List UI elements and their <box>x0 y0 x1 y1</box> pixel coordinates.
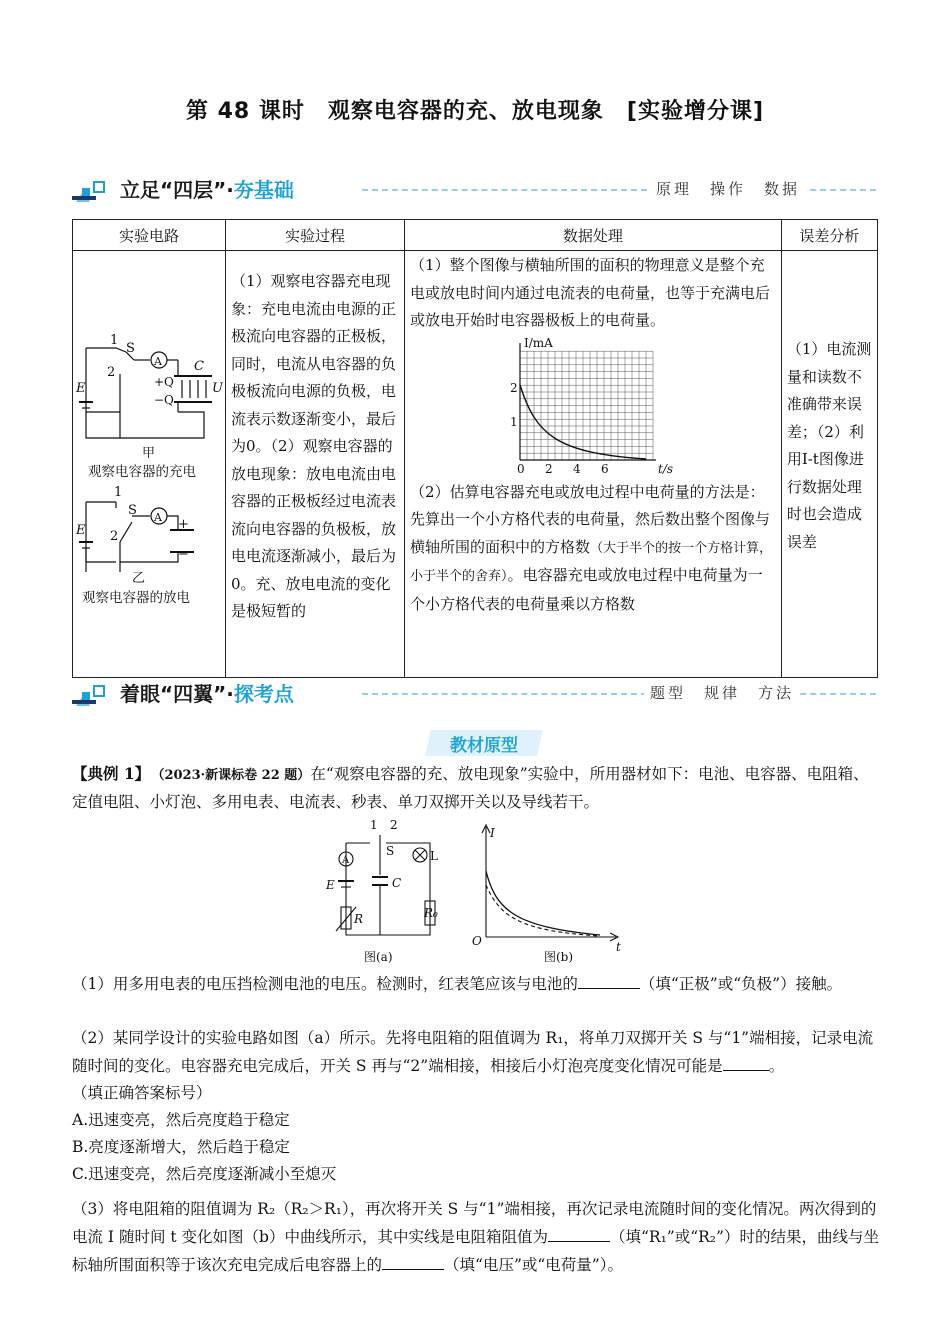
label-minus: − <box>178 547 189 562</box>
question-2: （2）某同学设计的实验电路如图（a）所示。先将电阻箱的阻值调为 R₁，将单刀双掷开关 S 与“1”端相接，记录电流随时间的变化。电容器充电完成后，开关 S 再与“2”端相接，相接后小灯泡亮度变化情况可能是 。 （填正确答案标号） A.迅速变亮，然后亮度趋于稳定 B.亮度逐渐增大，然后趋于稳定 C.迅速变亮，然后亮度逐渐减小至熄灭 <box>72 1029 874 1183</box>
option-a: A.迅速变亮，然后亮度趋于稳定 <box>72 1111 290 1129</box>
caption-charging: 观察电容器的充电 <box>88 464 196 480</box>
fig-b-dashed-curve <box>486 885 600 936</box>
answer-blank-2[interactable] <box>723 1052 769 1071</box>
banner-text: 立足“四层”·夯基础 <box>120 178 294 202</box>
caption-discharging: 观察电容器的放电 <box>82 590 190 606</box>
charging-discharging-circuits <box>74 252 224 672</box>
fig-a-label-s: S <box>386 844 395 858</box>
header-process: 实验过程 <box>226 220 405 251</box>
experiment-table <box>72 219 878 678</box>
x-tick-4: 4 <box>573 461 581 475</box>
question-1: （1）用多用电表的电压挡检测电池的电压。检测时，红表笔应该与电池的 （填“正极”或“负极”）接触。 <box>72 970 882 998</box>
label-minus-q: −Q <box>154 393 174 407</box>
example-source: （2023·新课标卷 22 题） <box>157 768 311 783</box>
x-tick-2: 2 <box>545 461 553 475</box>
y-tick-2: 2 <box>510 380 518 395</box>
error-text: （1）电流测量和读数不准确带来误差；（2）利用I-t图像进行数据处理时也会造成误差 <box>786 340 872 551</box>
option-b: B.亮度逐渐增大，然后趋于稳定 <box>72 1138 290 1156</box>
graph-grid <box>520 351 653 460</box>
answer-blank-1[interactable] <box>578 970 640 989</box>
x-tick-6: 6 <box>601 461 609 475</box>
label-2: 2 <box>107 365 116 380</box>
caption-jia: 甲 <box>142 446 156 461</box>
fig-a-ammeter-icon: A <box>342 855 350 866</box>
figure-b-graph <box>482 825 618 941</box>
banner-logo-icon-2 <box>72 680 116 710</box>
label-u: U <box>212 381 223 396</box>
label-2b: 2 <box>110 529 119 544</box>
fig-a-label-2: 2 <box>390 818 398 832</box>
label-plus: + <box>178 517 189 532</box>
example-label: 【典例 1】 <box>72 764 143 783</box>
question-3: （3）将电阻箱的阻值调为 R₂（R₂＞R₁），再次将开关 S 与“1”端相接，再次记录电流随时间的变化情况。两次得到的电流 I 随时间 t 变化如图（b）中曲线所示，其中实线是电阻箱阻值为 （填“R₁”或“R₂”）时的结果，曲线与坐标轴所围面积等于该次充电完成后电容器上的 （填“电压”或“电荷量”）。 <box>72 1200 879 1274</box>
data-text-2: （2）估算电容器充电或放电过程中电荷量的方法是：先算出一个小方格代表的电荷量，然后数出整个图像与横轴所围的面积中的方格数（大于半个的按一个方格计算，小于半个的舍弃）。电容器充电或放电过程中电荷量为一个小方格代表的电荷量乘以方格数 <box>410 482 773 613</box>
fig-a-caption: 图(a) <box>364 950 393 964</box>
x-tick-0: 0 <box>517 461 525 475</box>
banner-keywords-2: 题型 规律 方法 <box>644 682 800 703</box>
y-axis-label: I/mA <box>524 335 553 350</box>
banner-keywords: 原理 操作 数据 <box>650 178 806 199</box>
header-error: 误差分析 <box>781 220 877 251</box>
data-cell <box>405 251 782 678</box>
label-c: C <box>194 359 204 374</box>
ammeter-icon: A <box>154 355 162 368</box>
error-cell <box>781 251 877 678</box>
section-tag: 教材原型 <box>450 736 518 756</box>
x-axis-label: t/s <box>658 461 674 475</box>
answer-blank-4[interactable] <box>382 1251 444 1270</box>
section-banner-basics <box>72 172 878 208</box>
caption-yi: 乙 <box>132 571 146 586</box>
option-c: C.迅速变亮，然后亮度逐渐减小至熄灭 <box>72 1165 337 1183</box>
y-tick-1: 1 <box>510 414 518 429</box>
label-1: 1 <box>110 333 119 348</box>
fig-a-lamp-label: L <box>430 849 438 863</box>
header-circuit: 实验电路 <box>73 220 226 251</box>
fig-b-label-t: t <box>616 940 621 954</box>
current-time-graph <box>406 335 776 475</box>
fig-a-label-r0: R₀ <box>424 906 438 920</box>
banner-text-2: 着眼“四翼”·探考点 <box>120 682 294 706</box>
example-intro <box>72 760 882 816</box>
label-plus-q: +Q <box>154 375 174 389</box>
fig-b-solid-curve <box>486 871 600 935</box>
answer-blank-3[interactable] <box>548 1223 610 1242</box>
process-text: （1）观察电容器充电现象：充电电流由电源的正极流向电容器的正极板，同时，电流从电容器的负极板流向电源的负极，电流表示数逐渐变小，最后为0。（2）观察电容器的放电现象：放电电流由电容器的正极板经过电流表流向电容器的负极板，放电电流逐渐减小，最后为0。充、放电电流的变化是极短暂的 <box>231 272 397 620</box>
label-e: E <box>76 381 86 396</box>
fig-a-label-r: R <box>354 912 364 926</box>
page-title: 第 48 课时 观察电容器的充、放电现象 [实验增分课] <box>185 99 765 124</box>
fig-a-label-1: 1 <box>370 818 378 832</box>
fig-b-label-i: I <box>490 826 495 840</box>
label-eb: E <box>76 523 86 538</box>
fig-a-label-e: E <box>326 878 335 892</box>
banner-logo-icon <box>72 176 116 206</box>
label-1b: 1 <box>114 485 123 500</box>
fig-b-label-o: O <box>472 934 482 948</box>
header-data: 数据处理 <box>405 220 782 251</box>
fig-a-label-c: C <box>392 876 402 890</box>
label-sb: S <box>128 503 137 518</box>
table-content-row <box>73 251 878 678</box>
example-intro-text: 在“观察电容器的充、放电现象”实验中，所用器材如下：电池、电容器、电阻箱、定值电阻、小灯泡、多用电表、电流表、秒表、单刀双掷开关以及导线若干。 <box>72 765 869 811</box>
label-s: S <box>126 341 135 356</box>
charging-circuit-diagram <box>79 348 212 438</box>
data-text-1: （1）整个图像与横轴所围的面积的物理意义是整个充电或放电时间内通过电流表的电荷量，也等于充满电后或放电开始时电容器极板上的电荷量。 <box>410 256 771 329</box>
ammeter-icon-b: A <box>154 511 162 524</box>
example-figures <box>320 815 640 965</box>
table-header-row <box>73 220 878 251</box>
circuit-cell <box>73 251 226 678</box>
section-banner-points <box>72 676 878 712</box>
process-cell <box>226 251 405 678</box>
fig-b-caption: 图(b) <box>544 950 574 964</box>
